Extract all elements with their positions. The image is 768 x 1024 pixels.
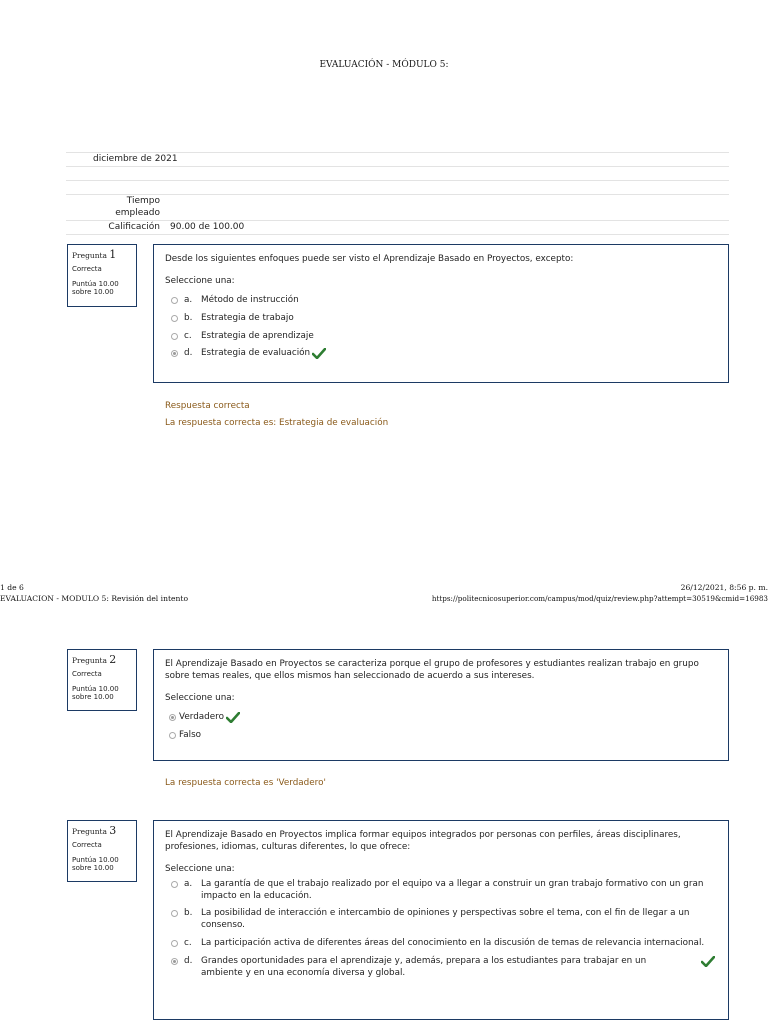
question-state: Correcta (72, 840, 102, 849)
time-label: Tiempo (126, 196, 160, 206)
question-info-2 (67, 649, 137, 711)
option-text: Estrategia de aprendizaje (201, 330, 314, 341)
question-box-3 (153, 820, 729, 1020)
answer-option-a[interactable] (165, 292, 717, 310)
question-grade-max: sobre 10.00 (72, 693, 114, 702)
time-label-2: empleado (115, 208, 160, 218)
divider (66, 180, 729, 181)
question-label: Pregunta (72, 251, 108, 260)
question-box-1 (153, 244, 729, 383)
option-letter: d. (184, 956, 193, 966)
question-grade: Puntúa 10.00 (72, 279, 119, 288)
question-number: 2 (109, 653, 117, 666)
answer-option-a[interactable] (165, 876, 717, 906)
grade-value: 90.00 de 100.00 (170, 222, 245, 232)
option-text: La garantía de que el trabajo realizado por el equipo va a llegar a construir un gran trabajo formativo con un gran impacto en la educación. (201, 878, 704, 901)
feedback-answer: La respuesta correcta es 'Verdadero' (165, 778, 326, 788)
radio-icon[interactable] (171, 333, 178, 340)
option-text: Verdadero (179, 711, 224, 722)
option-letter: c. (184, 938, 192, 949)
radio-checked-icon[interactable] (171, 350, 178, 357)
option-letter: a. (184, 878, 193, 889)
question-prompt: Seleccione una: (165, 863, 235, 874)
question-info-3 (67, 820, 137, 882)
question-number: 1 (109, 248, 117, 261)
option-text: Método de instrucción (201, 294, 299, 305)
option-text: Grandes oportunidades para el aprendizaje y, además, prepara a los estudiantes para trabajar en un ambiente y en una economía diversa y global. (201, 956, 647, 978)
question-label: Pregunta (72, 827, 108, 836)
radio-icon[interactable] (171, 940, 178, 947)
footer-url[interactable]: https://politecnicosuperior.com/campus/mod/quiz/review.php?attempt=30519&cmid=16983 (431, 594, 768, 603)
question-state: Correcta (72, 669, 102, 678)
option-letter: a. (184, 294, 193, 305)
question-info-1 (67, 244, 137, 307)
question-state: Correcta (72, 264, 102, 273)
option-text: Estrategia de trabajo (201, 312, 294, 323)
option-letter: b. (184, 908, 193, 919)
divider (66, 166, 729, 167)
answer-option-c[interactable] (165, 935, 717, 953)
question-grade: Puntúa 10.00 (72, 855, 119, 864)
question-grade: Puntúa 10.00 (72, 684, 119, 693)
option-letter: d. (184, 348, 193, 359)
question-grade-max: sobre 10.00 (72, 288, 114, 297)
check-icon (312, 348, 326, 359)
footer-title: EVALUACION - MODULO 5: Revisión del intento (0, 594, 189, 603)
question-label: Pregunta (72, 656, 108, 665)
question-prompt: Seleccione una: (165, 275, 235, 286)
divider (66, 152, 729, 153)
answer-option-d[interactable] (165, 953, 717, 983)
option-letter: c. (184, 330, 192, 341)
radio-icon[interactable] (171, 297, 178, 304)
option-text: Falso (179, 729, 202, 740)
divider (66, 220, 729, 221)
question-prompt: Seleccione una: (165, 692, 235, 703)
attempt-date: diciembre de 2021 (93, 154, 178, 164)
radio-icon[interactable] (169, 732, 176, 739)
option-text: La posibilidad de interacción e intercambio de opiniones y perspectivas sobre el tema, con el fin de llegar a un consenso. (201, 908, 690, 931)
radio-checked-icon[interactable] (171, 958, 178, 965)
check-icon (226, 712, 240, 723)
radio-icon[interactable] (171, 315, 178, 322)
answer-option-c[interactable] (165, 328, 717, 346)
question-text: El Aprendizaje Basado en Proyectos implica formar equipos integrados por personas con perfiles, áreas disciplinares, profesiones, idiomas, culturas diferentes, lo que ofrece: (165, 830, 681, 852)
answer-option-true[interactable] (165, 709, 717, 727)
divider (66, 234, 729, 235)
divider (66, 194, 729, 195)
feedback-status: Respuesta correcta (165, 401, 250, 411)
radio-checked-icon[interactable] (169, 714, 176, 721)
feedback-answer: La respuesta correcta es: Estrategia de evaluación (165, 418, 389, 428)
question-text: Desde los siguientes enfoques puede ser visto el Aprendizaje Basado en Proyectos, excepto: (165, 254, 574, 264)
answer-option-d[interactable] (165, 345, 717, 363)
radio-icon[interactable] (171, 881, 178, 888)
question-box-2 (153, 649, 729, 761)
question-number: 3 (109, 824, 117, 837)
radio-icon[interactable] (171, 910, 178, 917)
grade-label: Calificación (108, 222, 160, 232)
page-title: EVALUACIÓN - MÓDULO 5: (319, 60, 449, 70)
page-number: 1 de 6 (0, 583, 24, 592)
check-icon (701, 956, 715, 967)
option-text: La participación activa de diferentes áreas del conocimiento en la discusión de temas de relevancia internacional. (201, 938, 705, 949)
answer-option-b[interactable] (165, 310, 717, 328)
option-letter: b. (184, 312, 193, 323)
option-text: Estrategia de evaluación (201, 348, 311, 359)
answer-option-b[interactable] (165, 905, 717, 935)
question-grade-max: sobre 10.00 (72, 864, 114, 873)
question-text: El Aprendizaje Basado en Proyectos se caracteriza porque el grupo de profesores y estudiantes realizan trabajo en grupo sobre temas reales, que ellos mismos han seleccionado de acuerdo a sus intereses. (165, 659, 699, 681)
answer-option-false[interactable] (165, 727, 717, 745)
footer-datetime: 26/12/2021, 8:56 p. m. (680, 583, 768, 592)
